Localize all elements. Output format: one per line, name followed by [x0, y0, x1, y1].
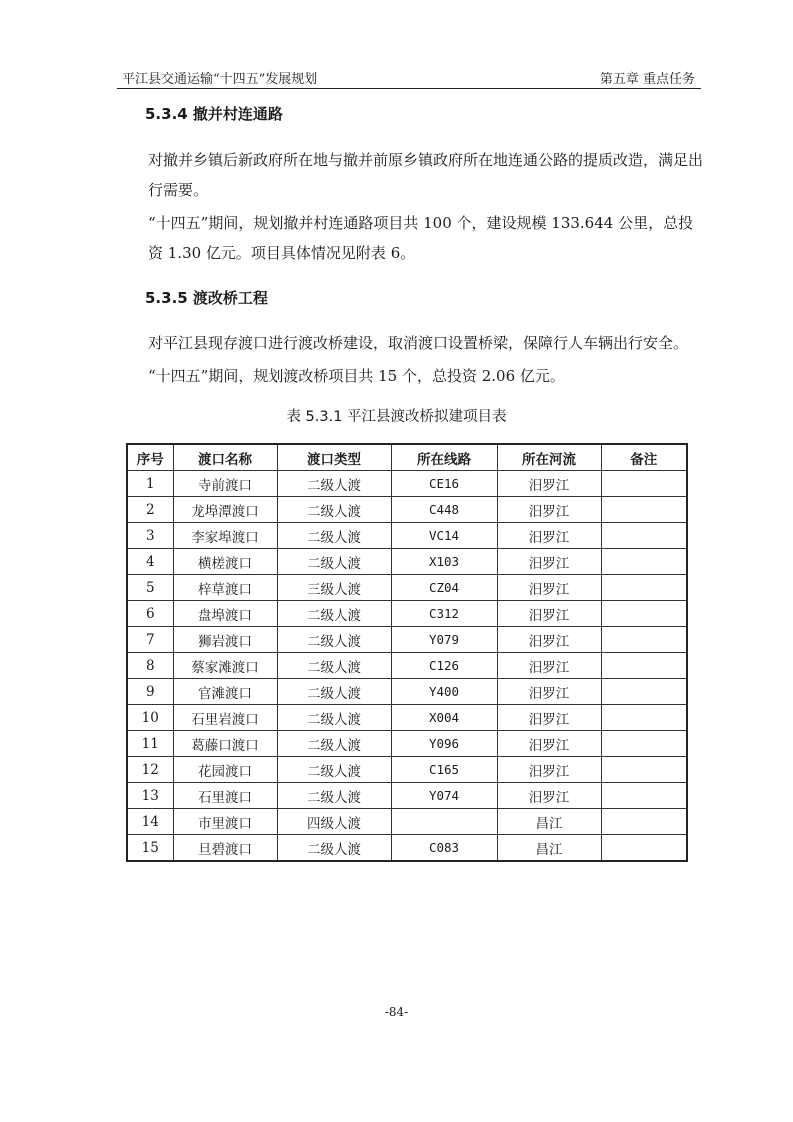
column-header-index: 序号 — [127, 444, 173, 471]
cell-route: C126 — [391, 653, 497, 679]
cell-route: Y096 — [391, 731, 497, 757]
cell-ferry-name: 狮岩渡口 — [173, 627, 277, 653]
cell-route: C165 — [391, 757, 497, 783]
paragraph-text: “十四五”期间，规划撤并村连通路项目共 100 个，建设规模 133.644 公里，总投资 1.30 亿元。项目具体情况见附表 6。 — [148, 214, 694, 262]
cell-ferry-type: 二级人渡 — [277, 783, 391, 809]
cell-remarks — [601, 471, 687, 497]
cell-river: 汨罗江 — [497, 783, 601, 809]
cell-index: 7 — [127, 627, 173, 653]
cell-route: C312 — [391, 601, 497, 627]
cell-ferry-name: 梓草渡口 — [173, 575, 277, 601]
cell-route: VC14 — [391, 523, 497, 549]
cell-ferry-type: 三级人渡 — [277, 575, 391, 601]
cell-ferry-type: 四级人渡 — [277, 809, 391, 835]
cell-route: C083 — [391, 835, 497, 862]
cell-ferry-name: 龙埠潭渡口 — [173, 497, 277, 523]
cell-remarks — [601, 809, 687, 835]
cell-route — [391, 809, 497, 835]
cell-route: CE16 — [391, 471, 497, 497]
cell-index: 10 — [127, 705, 173, 731]
table-row — [127, 575, 687, 601]
cell-index: 1 — [127, 471, 173, 497]
cell-index: 13 — [127, 783, 173, 809]
cell-route: Y079 — [391, 627, 497, 653]
cell-river: 汨罗江 — [497, 549, 601, 575]
cell-ferry-type: 二级人渡 — [277, 731, 391, 757]
cell-river: 汨罗江 — [497, 627, 601, 653]
cell-ferry-type: 二级人渡 — [277, 549, 391, 575]
cell-ferry-name: 盘埠渡口 — [173, 601, 277, 627]
table-row — [127, 601, 687, 627]
section-5-3-5-paragraph-2 — [118, 361, 705, 391]
table-row — [127, 679, 687, 705]
cell-remarks — [601, 523, 687, 549]
cell-river: 汨罗江 — [497, 705, 601, 731]
column-header-remarks: 备注 — [601, 444, 687, 471]
table-row — [127, 497, 687, 523]
table-header-row — [127, 444, 687, 471]
cell-index: 4 — [127, 549, 173, 575]
cell-remarks — [601, 575, 687, 601]
column-header-river: 所在河流 — [497, 444, 601, 471]
header-divider — [117, 88, 701, 89]
table-caption: 表 5.3.1 平江县渡改桥拟建项目表 — [286, 409, 507, 425]
cell-river: 昌江 — [497, 809, 601, 835]
table-row — [127, 783, 687, 809]
table-row — [127, 757, 687, 783]
cell-index: 15 — [127, 835, 173, 862]
page-number: -84- — [384, 1005, 409, 1019]
cell-remarks — [601, 679, 687, 705]
table-row — [127, 731, 687, 757]
cell-river: 汨罗江 — [497, 679, 601, 705]
cell-river: 昌江 — [497, 835, 601, 862]
cell-remarks — [601, 653, 687, 679]
section-heading-5-3-4: 5.3.4 撤并村连通路 — [145, 105, 283, 123]
cell-route: X004 — [391, 705, 497, 731]
cell-remarks — [601, 705, 687, 731]
paragraph-text: “十四五”期间，规划渡改桥项目共 15 个，总投资 2.06 亿元。 — [148, 367, 565, 385]
cell-remarks — [601, 835, 687, 862]
cell-ferry-type: 二级人渡 — [277, 601, 391, 627]
section-5-3-4-paragraph-1 — [118, 145, 705, 205]
ferry-bridge-project-table — [126, 443, 688, 862]
table-row — [127, 705, 687, 731]
cell-ferry-type: 二级人渡 — [277, 705, 391, 731]
column-header-ferry-type: 渡口类型 — [277, 444, 391, 471]
cell-ferry-name: 旦碧渡口 — [173, 835, 277, 862]
cell-ferry-type: 二级人渡 — [277, 679, 391, 705]
cell-ferry-name: 李家埠渡口 — [173, 523, 277, 549]
cell-remarks — [601, 549, 687, 575]
cell-ferry-type: 二级人渡 — [277, 523, 391, 549]
cell-ferry-name: 石里岩渡口 — [173, 705, 277, 731]
cell-index: 8 — [127, 653, 173, 679]
cell-index: 6 — [127, 601, 173, 627]
cell-route: X103 — [391, 549, 497, 575]
cell-remarks — [601, 601, 687, 627]
running-header-chapter: 第五章 重点任务 — [599, 72, 695, 87]
cell-index: 11 — [127, 731, 173, 757]
cell-ferry-type: 二级人渡 — [277, 497, 391, 523]
cell-route: Y400 — [391, 679, 497, 705]
table-row — [127, 835, 687, 862]
paragraph-text: 对平江县现存渡口进行渡改桥建设，取消渡口设置桥梁，保障行人车辆出行安全。 — [148, 334, 689, 352]
cell-index: 5 — [127, 575, 173, 601]
cell-river: 汨罗江 — [497, 497, 601, 523]
cell-ferry-name: 花园渡口 — [173, 757, 277, 783]
cell-route: C448 — [391, 497, 497, 523]
cell-index: 14 — [127, 809, 173, 835]
cell-river: 汨罗江 — [497, 653, 601, 679]
cell-ferry-type: 二级人渡 — [277, 757, 391, 783]
section-5-3-4-paragraph-2 — [118, 208, 705, 268]
table-row — [127, 809, 687, 835]
cell-route: Y074 — [391, 783, 497, 809]
cell-ferry-name: 葛藤口渡口 — [173, 731, 277, 757]
running-header-title: 平江县交通运输“十四五”发展规划 — [122, 72, 318, 87]
cell-remarks — [601, 757, 687, 783]
cell-remarks — [601, 783, 687, 809]
cell-remarks — [601, 497, 687, 523]
cell-ferry-type: 二级人渡 — [277, 835, 391, 862]
section-5-3-5-paragraph-1 — [118, 328, 705, 358]
table-row — [127, 523, 687, 549]
cell-river: 汨罗江 — [497, 575, 601, 601]
cell-remarks — [601, 627, 687, 653]
cell-ferry-type: 二级人渡 — [277, 471, 391, 497]
cell-ferry-name: 横槎渡口 — [173, 549, 277, 575]
cell-ferry-name: 市里渡口 — [173, 809, 277, 835]
cell-river: 汨罗江 — [497, 471, 601, 497]
cell-remarks — [601, 731, 687, 757]
cell-ferry-name: 蔡家滩渡口 — [173, 653, 277, 679]
cell-ferry-type: 二级人渡 — [277, 627, 391, 653]
cell-ferry-type: 二级人渡 — [277, 653, 391, 679]
column-header-route: 所在线路 — [391, 444, 497, 471]
section-heading-5-3-5: 5.3.5 渡改桥工程 — [145, 289, 268, 307]
cell-ferry-name: 石里渡口 — [173, 783, 277, 809]
cell-river: 汨罗江 — [497, 731, 601, 757]
cell-index: 3 — [127, 523, 173, 549]
cell-route: CZ04 — [391, 575, 497, 601]
cell-river: 汨罗江 — [497, 757, 601, 783]
column-header-ferry-name: 渡口名称 — [173, 444, 277, 471]
table-row — [127, 471, 687, 497]
cell-index: 2 — [127, 497, 173, 523]
cell-river: 汨罗江 — [497, 601, 601, 627]
cell-ferry-name: 官滩渡口 — [173, 679, 277, 705]
table-row — [127, 549, 687, 575]
table-row — [127, 627, 687, 653]
paragraph-text: 对撤并乡镇后新政府所在地与撤并前原乡镇政府所在地连通公路的提质改造，满足出行需要。 — [148, 151, 704, 199]
cell-index: 12 — [127, 757, 173, 783]
cell-index: 9 — [127, 679, 173, 705]
cell-river: 汨罗江 — [497, 523, 601, 549]
table-row — [127, 653, 687, 679]
cell-ferry-name: 寺前渡口 — [173, 471, 277, 497]
